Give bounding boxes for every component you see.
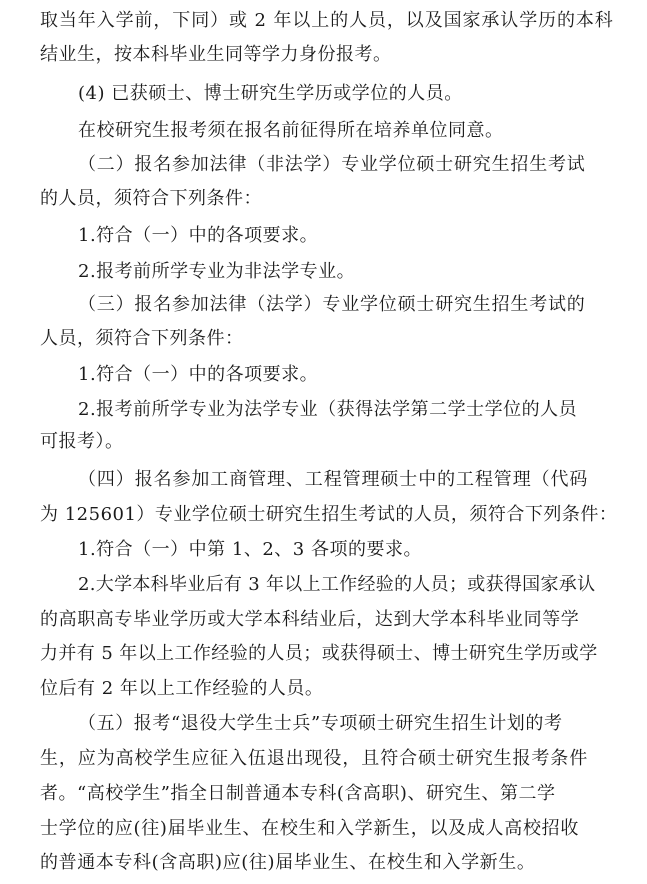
text-line: 人员，须符合下列条件： [40, 328, 244, 349]
text-line: 的高职高专毕业学历或大学本科结业后，达到大学本科毕业同等学 [40, 609, 580, 630]
text-line: 的人员，须符合下列条件： [40, 188, 262, 209]
list-item: 1.符合（一）中第 1、2、3 各项的要求。 [78, 539, 422, 560]
text-line: (4) 已获硕士、博士研究生学历或学位的人员。 [78, 83, 463, 104]
text-line: 为 125601）专业学位硕士研究生招生考试的人员，须符合下列条件： [40, 504, 618, 525]
section-heading-2: （二）报名参加法律（非法学）专业学位硕士研究生招生考试 [78, 154, 586, 175]
text-line: 位后有 2 年以上工作经验的人员。 [40, 678, 324, 699]
list-item: 2.大学本科毕业后有 3 年以上工作经验的人员；或获得国家承认 [78, 574, 596, 595]
list-item: 2.报考前所学专业为非法学专业。 [78, 261, 356, 282]
text-line: 士学位的应(往)届毕业生、在校生和入学新生，以及成人高校招收 [40, 818, 580, 839]
section-heading-3: （三）报名参加法律（法学）专业学位硕士研究生招生考试的 [78, 294, 586, 315]
list-item: 1.符合（一）中的各项要求。 [78, 364, 319, 385]
text-line: 在校研究生报考须在报名前征得所在培养单位同意。 [78, 120, 504, 141]
text-line: 生，应为高校学生应征入伍退出现役，且符合硕士研究生报考条件 [40, 748, 589, 769]
list-item: 1.符合（一）中的各项要求。 [78, 225, 319, 246]
text-line: 者。“高校学生”指全日制普通本专科(含高职)、研究生、第二学 [40, 783, 556, 804]
text-line: 取当年入学前，下同）或 2 年以上的人员，以及国家承认学历的本科 [40, 10, 614, 31]
list-item: 2.报考前所学专业为法学专业（获得法学第二学士学位的人员 [78, 399, 578, 420]
text-line: 力并有 5 年以上工作经验的人员；或获得硕士、博士研究生学历或学 [40, 643, 598, 664]
section-heading-4: （四）报名参加工商管理、工程管理硕士中的工程管理（代码 [78, 469, 589, 490]
text-line: 的普通本专科(含高职)应(往)届毕业生、在校生和入学新生。 [40, 852, 536, 873]
text-line: 结业生，按本科毕业生同等学力身份报考。 [40, 44, 392, 65]
section-heading-5: （五）报考“退役大学生士兵”专项硕士研究生招生计划的考 [78, 713, 563, 734]
text-line: 可报考）。 [40, 431, 124, 452]
